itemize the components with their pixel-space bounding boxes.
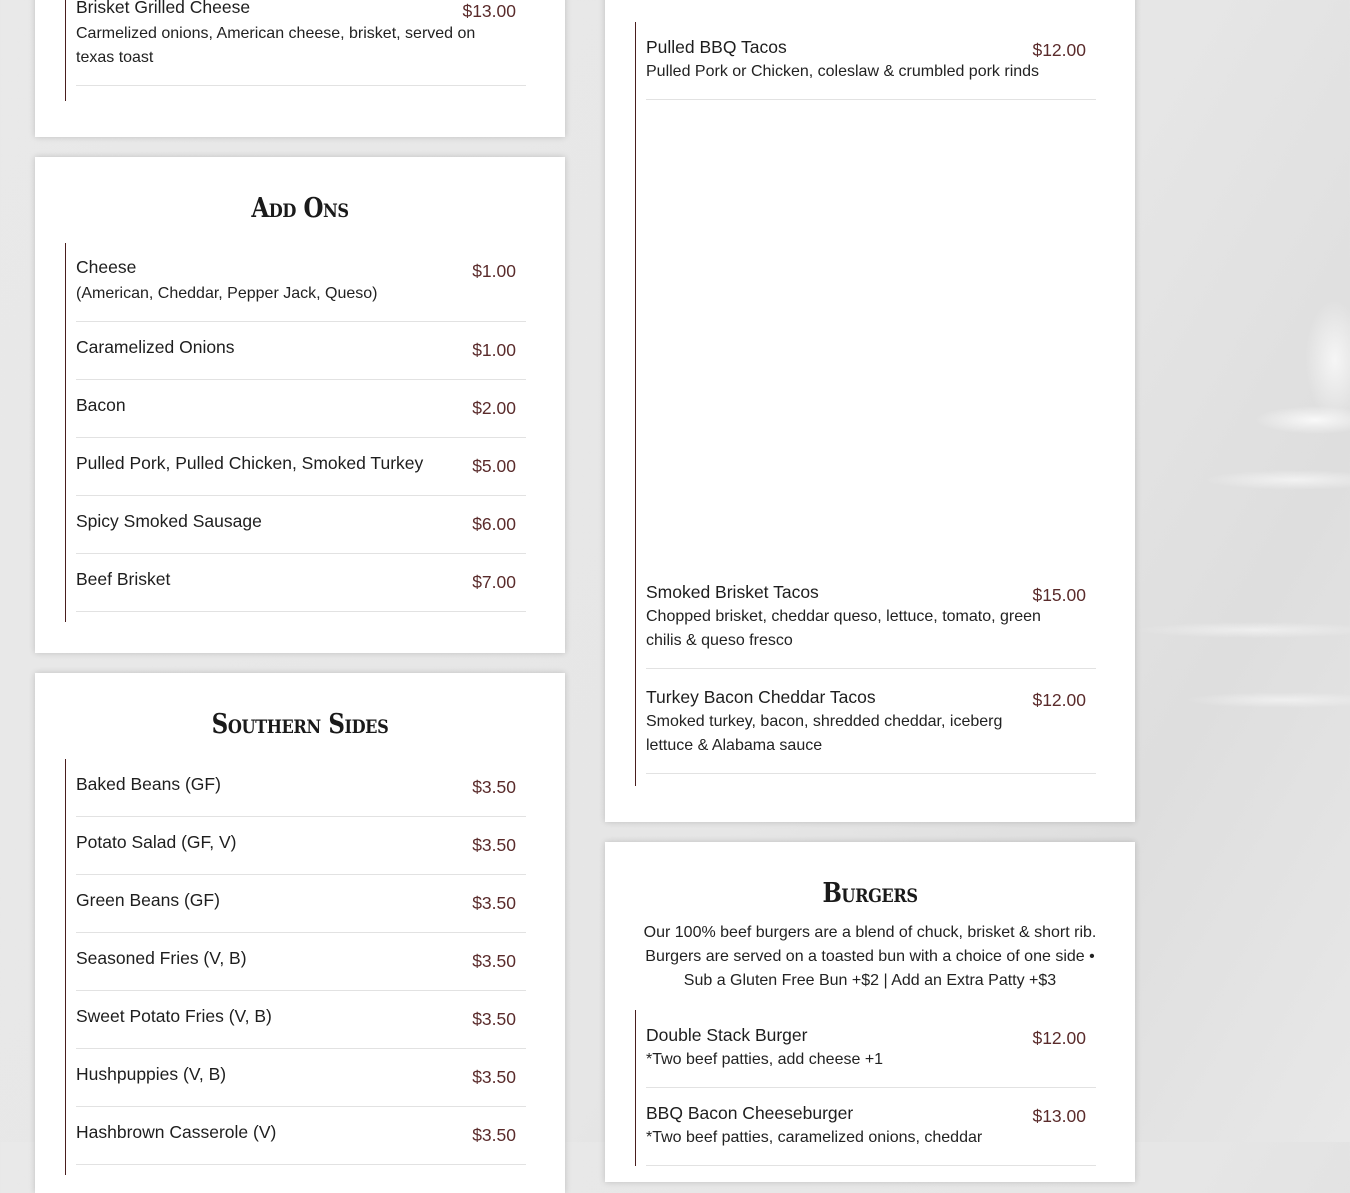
menu-item [646, 672, 1096, 774]
item-name: Bacon [76, 395, 126, 415]
menu-item [76, 243, 526, 322]
menu-item [76, 817, 526, 875]
menu-item [646, 567, 1096, 669]
menu-item [76, 438, 526, 496]
item-desc: (American, Cheddar, Pepper Jack, Queso) [76, 285, 378, 302]
item-name: Brisket Grilled Cheese [76, 0, 251, 17]
menu-item [76, 380, 526, 438]
item-name: Beef Brisket [76, 569, 171, 589]
item-name: Hashbrown Casserole (V) [76, 1122, 277, 1142]
menu-item [76, 554, 526, 612]
southern-sides-card [35, 673, 565, 1193]
item-desc: Chopped brisket, cheddar queso, lettuce, tomato, green chilis & queso fresco [646, 608, 1041, 649]
item-name: Pulled BBQ Tacos [646, 37, 787, 57]
menu-list [65, 0, 526, 101]
item-name: Sweet Potato Fries (V, B) [76, 1006, 272, 1026]
item-name: Seasoned Fries (V, B) [76, 948, 247, 968]
menu-item [76, 322, 526, 380]
item-price: $7.00 [472, 572, 516, 592]
menu-item [76, 1107, 526, 1165]
item-name: Caramelized Onions [76, 337, 235, 357]
item-name: Green Beans (GF) [76, 890, 220, 910]
item-price: $13.00 [1032, 1106, 1086, 1126]
item-name: Turkey Bacon Cheddar Tacos [646, 687, 876, 707]
item-price: $13.00 [462, 1, 516, 21]
item-desc: Carmelized onions, American cheese, brisket, served on texas toast [76, 25, 476, 66]
menu-list [635, 1010, 1096, 1166]
brisket-card [35, 0, 565, 137]
item-price: $3.50 [472, 777, 516, 797]
menu-item [76, 759, 526, 817]
item-name: Pulled Pork, Pulled Chicken, Smoked Turkey [76, 453, 424, 473]
item-price: $12.00 [1032, 690, 1086, 710]
add-ons-card [35, 157, 565, 653]
section-intro: Our 100% beef burgers are a blend of chuck, brisket & short rib. Burgers are served on a toasted bun with a choice of one side • Sub a Gluten Free Bun +$2 | Add an Extra Patty +$3 [643, 924, 1097, 989]
menu-item [76, 0, 526, 86]
item-price: $3.50 [472, 951, 516, 971]
item-price: $3.50 [472, 1009, 516, 1029]
section-title: Southern Sides [211, 709, 389, 740]
item-price: $6.00 [472, 514, 516, 534]
item-price: $3.50 [472, 835, 516, 855]
item-price: $12.00 [1032, 40, 1086, 60]
item-price: $2.00 [472, 398, 516, 418]
item-name: Cheese [76, 257, 137, 277]
menu-item [646, 1088, 1096, 1166]
burgers-card [605, 842, 1135, 1182]
item-desc: Pulled Pork or Chicken, coleslaw & crumbled pork rinds [646, 63, 1040, 80]
menu-item [646, 1010, 1096, 1088]
item-desc: *Two beef patties, caramelized onions, cheddar [646, 1129, 983, 1146]
item-name: Smoked Brisket Tacos [646, 582, 819, 602]
item-desc: Smoked turkey, bacon, shredded cheddar, iceberg lettuce & Alabama sauce [646, 713, 1003, 754]
menu-item [76, 875, 526, 933]
item-price: $1.00 [472, 261, 516, 281]
tacos-card [605, 0, 1135, 822]
item-name: BBQ Bacon Cheeseburger [646, 1103, 854, 1123]
menu-list [65, 243, 526, 622]
section-title: Add Ons [251, 193, 349, 224]
menu-item [76, 496, 526, 554]
item-price: $1.00 [472, 340, 516, 360]
menu-list [65, 759, 526, 1175]
item-price: $3.50 [472, 1067, 516, 1087]
menu-item [76, 1049, 526, 1107]
item-price: $3.50 [472, 893, 516, 913]
menu-item [76, 991, 526, 1049]
menu-item [76, 933, 526, 991]
item-price: $3.50 [472, 1125, 516, 1145]
item-name: Spicy Smoked Sausage [76, 511, 262, 531]
menu-item [646, 22, 1096, 100]
section-title: Burgers [822, 878, 918, 909]
menu-list [635, 22, 1096, 786]
item-price: $5.00 [472, 456, 516, 476]
item-price: $12.00 [1032, 1028, 1086, 1048]
item-name: Baked Beans (GF) [76, 774, 221, 794]
item-price: $15.00 [1032, 585, 1086, 605]
item-name: Potato Salad (GF, V) [76, 832, 237, 852]
item-name: Hushpuppies (V, B) [76, 1064, 227, 1084]
marble-background [1135, 0, 1350, 1142]
item-name: Double Stack Burger [646, 1025, 808, 1045]
item-desc: *Two beef patties, add cheese +1 [646, 1051, 884, 1068]
